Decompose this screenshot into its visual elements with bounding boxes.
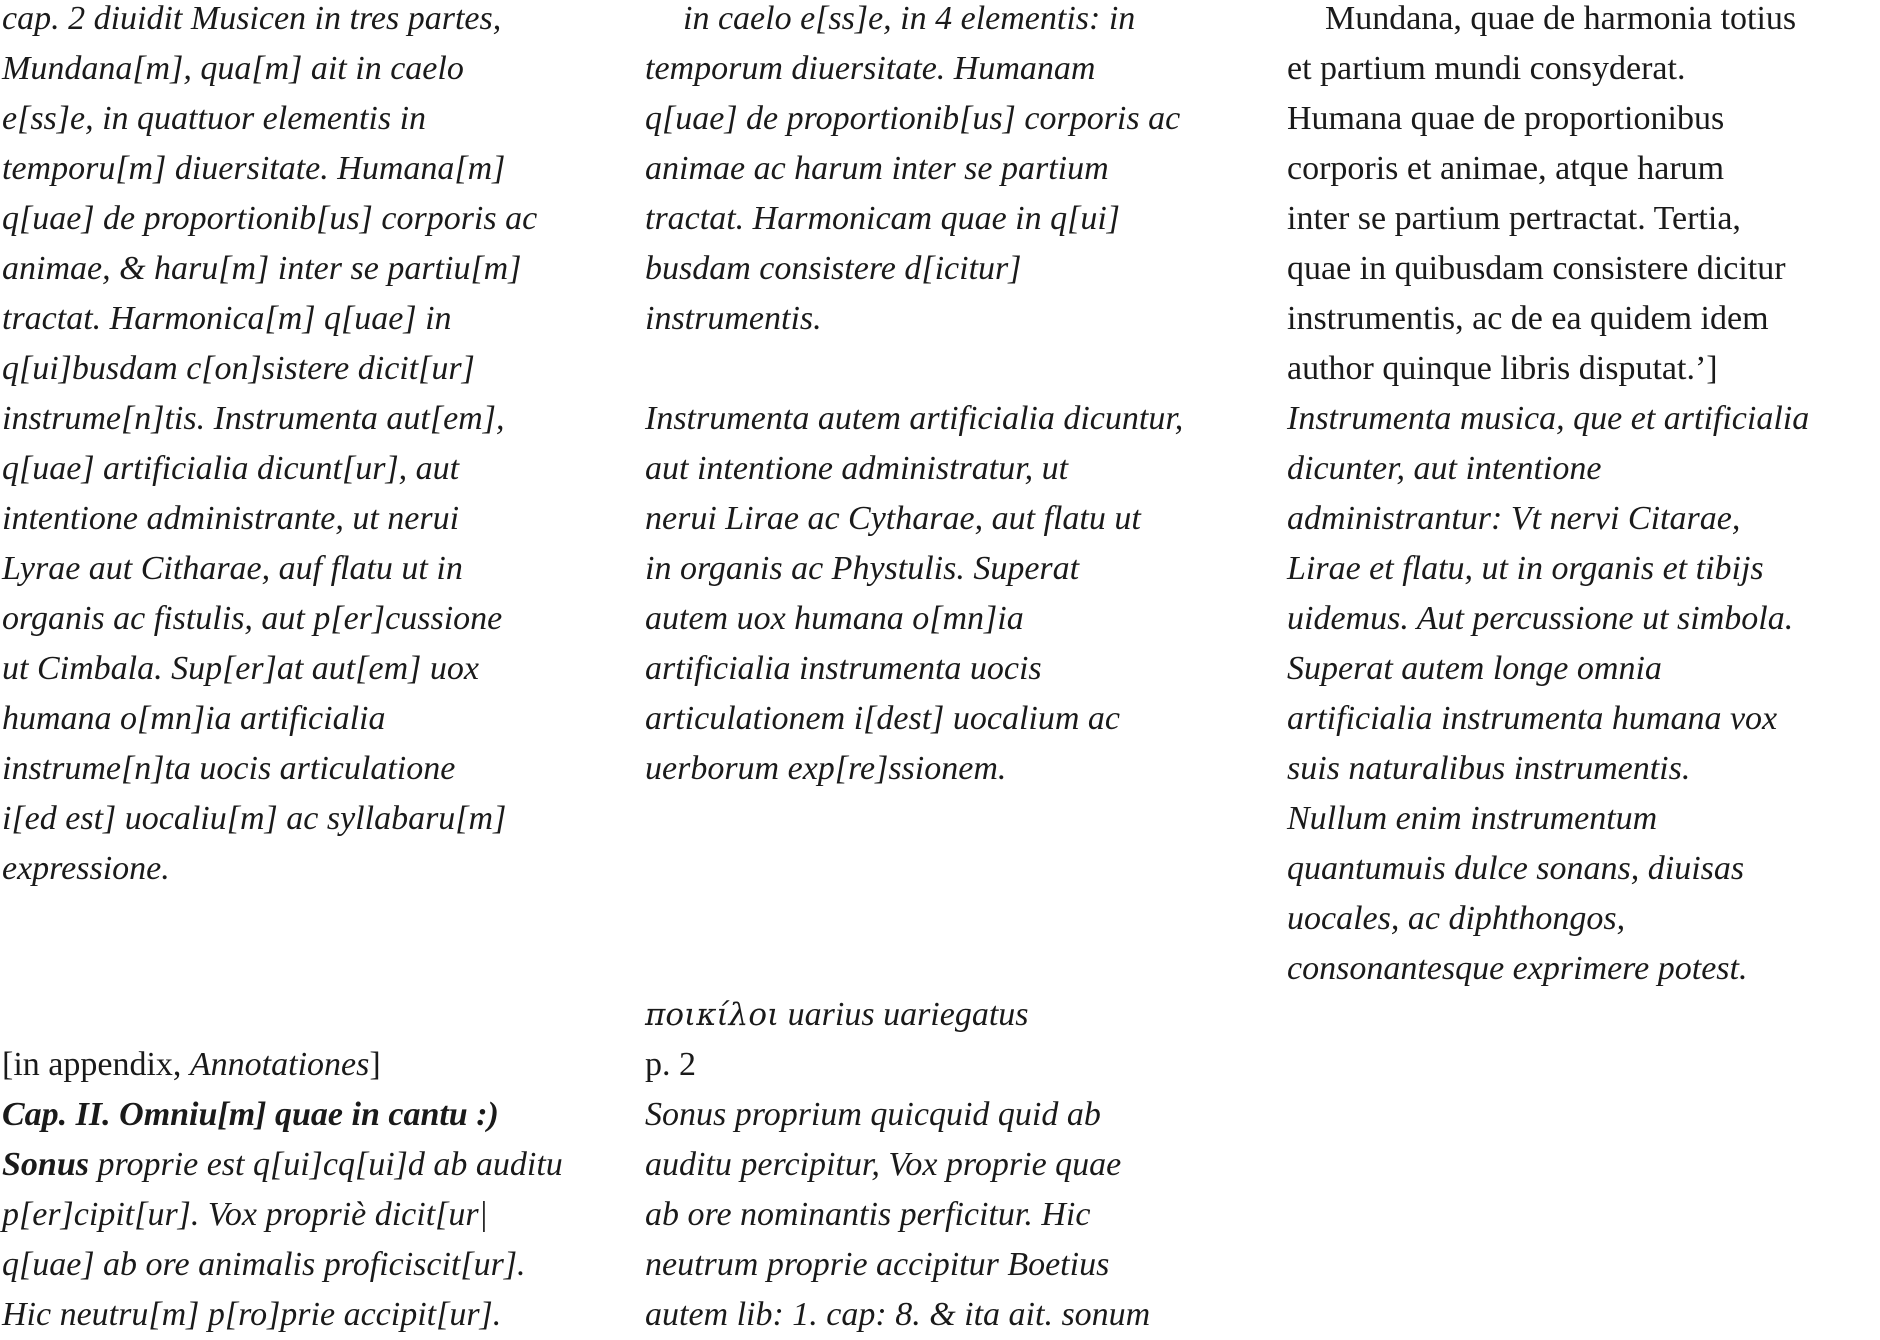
text-line: administrantur: Vt nervi Citarae, — [1287, 500, 1741, 537]
col2-sonus-paragraph — [645, 1090, 1150, 1340]
text-line: temporu[m] diuersitate. Humana[m] — [2, 150, 506, 187]
col2-paragraph-1 — [645, 0, 1180, 344]
text-line: Lyrae aut Citharae, auf flatu ut in — [2, 550, 463, 587]
greek-gloss-text: uarius uariegatus — [779, 996, 1029, 1033]
text-line: Mundana, quae de harmonia totius — [1325, 0, 1797, 37]
text-line: inter se partium pertractat. Tertia, — [1287, 200, 1741, 237]
text-line: consonantesque exprimere potest. — [1287, 950, 1748, 987]
text-line: Mundana[m], qua[m] ait in caelo — [2, 50, 464, 87]
text-line: suis naturalibus instrumentis. — [1287, 750, 1691, 787]
text-line: q[ui]busdam c[on]sistere dicit[ur] — [2, 350, 475, 387]
text-line: uidemus. Aut percussione ut simbola. — [1287, 600, 1794, 637]
text-line: Instrumenta musica, que et artificialia — [1287, 400, 1810, 437]
text-line: author quinque libris disputat.’] — [1287, 350, 1718, 387]
text-line: busdam consistere d[icitur] — [645, 250, 1022, 287]
text-line: quantumuis dulce sonans, diuisas — [1287, 850, 1745, 887]
text-line: p[er]cipit[ur]. Vox propriè dicit[ur| — [2, 1196, 488, 1233]
col1-paragraph-1 — [2, 0, 537, 894]
text-line: temporum diuersitate. Humanam — [645, 50, 1096, 87]
text-line: Superat autem longe omnia — [1287, 650, 1662, 687]
text-line: artificialia instrumenta humana vox — [1287, 700, 1778, 737]
text-line: uocales, ac diphthongos, — [1287, 900, 1626, 937]
text-line: i[ed est] uocaliu[m] ac syllabaru[m] — [2, 800, 507, 837]
text-line: corporis et animae, atque harum — [1287, 150, 1725, 187]
text-line: Lirae et flatu, ut in organis et tibijs — [1287, 550, 1764, 587]
text-line: ab ore nominantis perficitur. Hic — [645, 1196, 1091, 1233]
greek-word: ποικίλοι — [645, 997, 780, 1033]
text-line: q[uae] de proportionib[us] corporis ac — [645, 100, 1181, 137]
text-line: autem uox humana o[mn]ia — [645, 600, 1024, 637]
text-line: organis ac fistulis, aut p[er]cussione — [2, 600, 503, 637]
text-line: cap. 2 diuidit Musicen in tres partes, — [2, 0, 502, 37]
text-line: nerui Lirae ac Cytharae, aut flatu ut — [645, 500, 1141, 537]
col3-paragraph-1 — [1287, 0, 1796, 394]
text-line: uerborum exp[re]ssionem. — [645, 750, 1007, 787]
text-line: instrumentis, ac de ea quidem idem — [1287, 300, 1769, 337]
text-line: Hic neutru[m] p[ro]prie accipit[ur]. — [2, 1296, 502, 1333]
text-line: expressione. — [2, 850, 170, 887]
text-line: quae in quibusdam consistere dicitur — [1287, 250, 1786, 287]
text-line: intentione administrante, ut nerui — [2, 500, 460, 537]
sonus-line-rest: proprie est q[ui]cq[ui]d ab auditu — [88, 1146, 563, 1183]
appendix-note-prefix: [in appendix, — [2, 1046, 190, 1083]
text-line: q[uae] ab ore animalis proficiscit[ur]. — [2, 1246, 526, 1283]
text-line: Instrumenta autem artificialia dicuntur, — [645, 400, 1184, 437]
text-line: animae ac harum inter se partium — [645, 150, 1109, 187]
text-line: q[uae] artificialia dicunt[ur], aut — [2, 450, 460, 487]
text-line: instrumentis. — [645, 300, 822, 337]
text-line: in caelo e[ss]e, in 4 elementis: in — [683, 0, 1136, 37]
col2-paragraph-2 — [645, 394, 1183, 794]
sonus-lead: Sonus — [2, 1146, 89, 1183]
text-line: Humana quae de proportionibus — [1287, 100, 1725, 137]
text-line: articulationem i[dest] uocalium ac — [645, 700, 1121, 737]
text-line: e[ss]e, in quattuor elementis in — [2, 100, 427, 137]
text-line: q[uae] de proportionib[us] corporis ac — [2, 200, 538, 237]
page-reference: p. 2 — [645, 1046, 696, 1083]
text-line: animae, & haru[m] inter se partiu[m] — [2, 250, 522, 287]
appendix-note — [2, 1040, 381, 1090]
text-line: aut intentione administratur, ut — [645, 450, 1069, 487]
text-line: humana o[mn]ia artificialia — [2, 700, 386, 737]
text-line: in organis ac Phystulis. Superat — [645, 550, 1080, 587]
text-line: artificialia instrumenta uocis — [645, 650, 1042, 687]
text-line: Nullum enim instrumentum — [1287, 800, 1658, 837]
text-line: tractat. Harmonicam quae in q[ui] — [645, 200, 1121, 237]
text-line: ut Cimbala. Sup[er]at aut[em] uox — [2, 650, 479, 687]
text-line: auditu percipitur, Vox proprie quae — [645, 1146, 1122, 1183]
chapter-heading: Cap. II. Omniu[m] quae in cantu :) — [2, 1096, 499, 1133]
col1-sonus-paragraph — [2, 1140, 563, 1340]
appendix-note-title: Annotationes — [189, 1046, 370, 1083]
text-line: autem lib: 1. cap: 8. & ita ait. sonum — [645, 1296, 1151, 1333]
text-line: neutrum proprie accipitur Boetius — [645, 1246, 1110, 1283]
text-line: tractat. Harmonica[m] q[uae] in — [2, 300, 452, 337]
greek-gloss — [645, 990, 1029, 1040]
text-line: instrume[n]ta uocis articulatione — [2, 750, 456, 787]
appendix-note-suffix: ] — [369, 1046, 381, 1083]
text-line: instrume[n]tis. Instrumenta aut[em], — [2, 400, 505, 437]
text-line: dicunter, aut intentione — [1287, 450, 1602, 487]
text-line — [2, 1140, 563, 1190]
text-line: et partium mundi consyderat. — [1287, 50, 1686, 87]
col3-paragraph-2 — [1287, 394, 1809, 994]
text-line: Sonus proprium quicquid quid ab — [645, 1096, 1101, 1133]
